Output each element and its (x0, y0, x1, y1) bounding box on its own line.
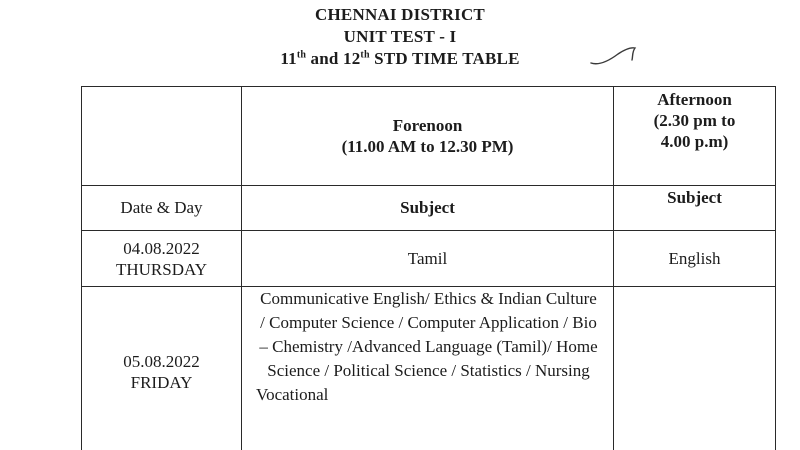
afternoon-subject-label: Subject (667, 188, 722, 207)
exam-day: THURSDAY (115, 259, 207, 279)
empty-header-cell (82, 87, 242, 186)
exam-date: 05.08.2022 (123, 352, 200, 371)
std-12-suffix: th (360, 49, 370, 61)
forenoon-label: Forenoon (392, 116, 463, 135)
timetable-suffix: STD TIME TABLE (369, 49, 520, 68)
date-day-label: Date & Day (120, 198, 203, 217)
forenoon-subject-header (242, 186, 614, 231)
std-11-suffix: th (296, 49, 307, 61)
afternoon-time-start: (2.30 pm to (653, 111, 736, 130)
forenoon-header (242, 87, 614, 186)
district-title: CHENNAI DISTRICT (315, 5, 485, 24)
exam-date: 04.08.2022 (123, 238, 200, 258)
exam-day: FRIDAY (130, 373, 193, 392)
afternoon-subject-cell (614, 231, 776, 287)
forenoon-subject-cell (242, 287, 614, 450)
test-title: UNIT TEST - I (343, 27, 457, 46)
forenoon-subject-cell (242, 231, 614, 287)
timetable (81, 86, 776, 450)
afternoon-subject-header (614, 186, 776, 231)
afternoon-time-end: 4.00 p.m) (660, 132, 729, 151)
afternoon-subject-cell (614, 287, 776, 450)
forenoon-subject: Tamil (407, 248, 448, 268)
forenoon-subject-label: Subject (400, 198, 455, 217)
afternoon-label: Afternoon (657, 90, 732, 109)
table-subheader-row (82, 186, 776, 231)
date-day-header (82, 186, 242, 231)
afternoon-subject: English (668, 248, 721, 268)
afternoon-header (614, 87, 776, 186)
std-11: 11 (280, 49, 297, 68)
table-row (82, 231, 776, 287)
signature-mark (588, 44, 638, 68)
date-cell (82, 287, 242, 450)
date-cell (82, 231, 242, 287)
forenoon-subject: Communicative English/ Ethics & Indian Culture / Computer Science / Computer Application / Bio – Chemistry /Advanced Language (Tamil)/ Home Science / Political Science / Statistics / Nursing Vocational (256, 289, 598, 404)
std-12-prefix: and 12 (306, 49, 361, 68)
table-header-row (82, 87, 776, 186)
table-row (82, 287, 776, 450)
timetable-title (0, 48, 800, 70)
forenoon-time: (11.00 AM to 12.30 PM) (341, 137, 514, 156)
document-header (0, 0, 800, 70)
